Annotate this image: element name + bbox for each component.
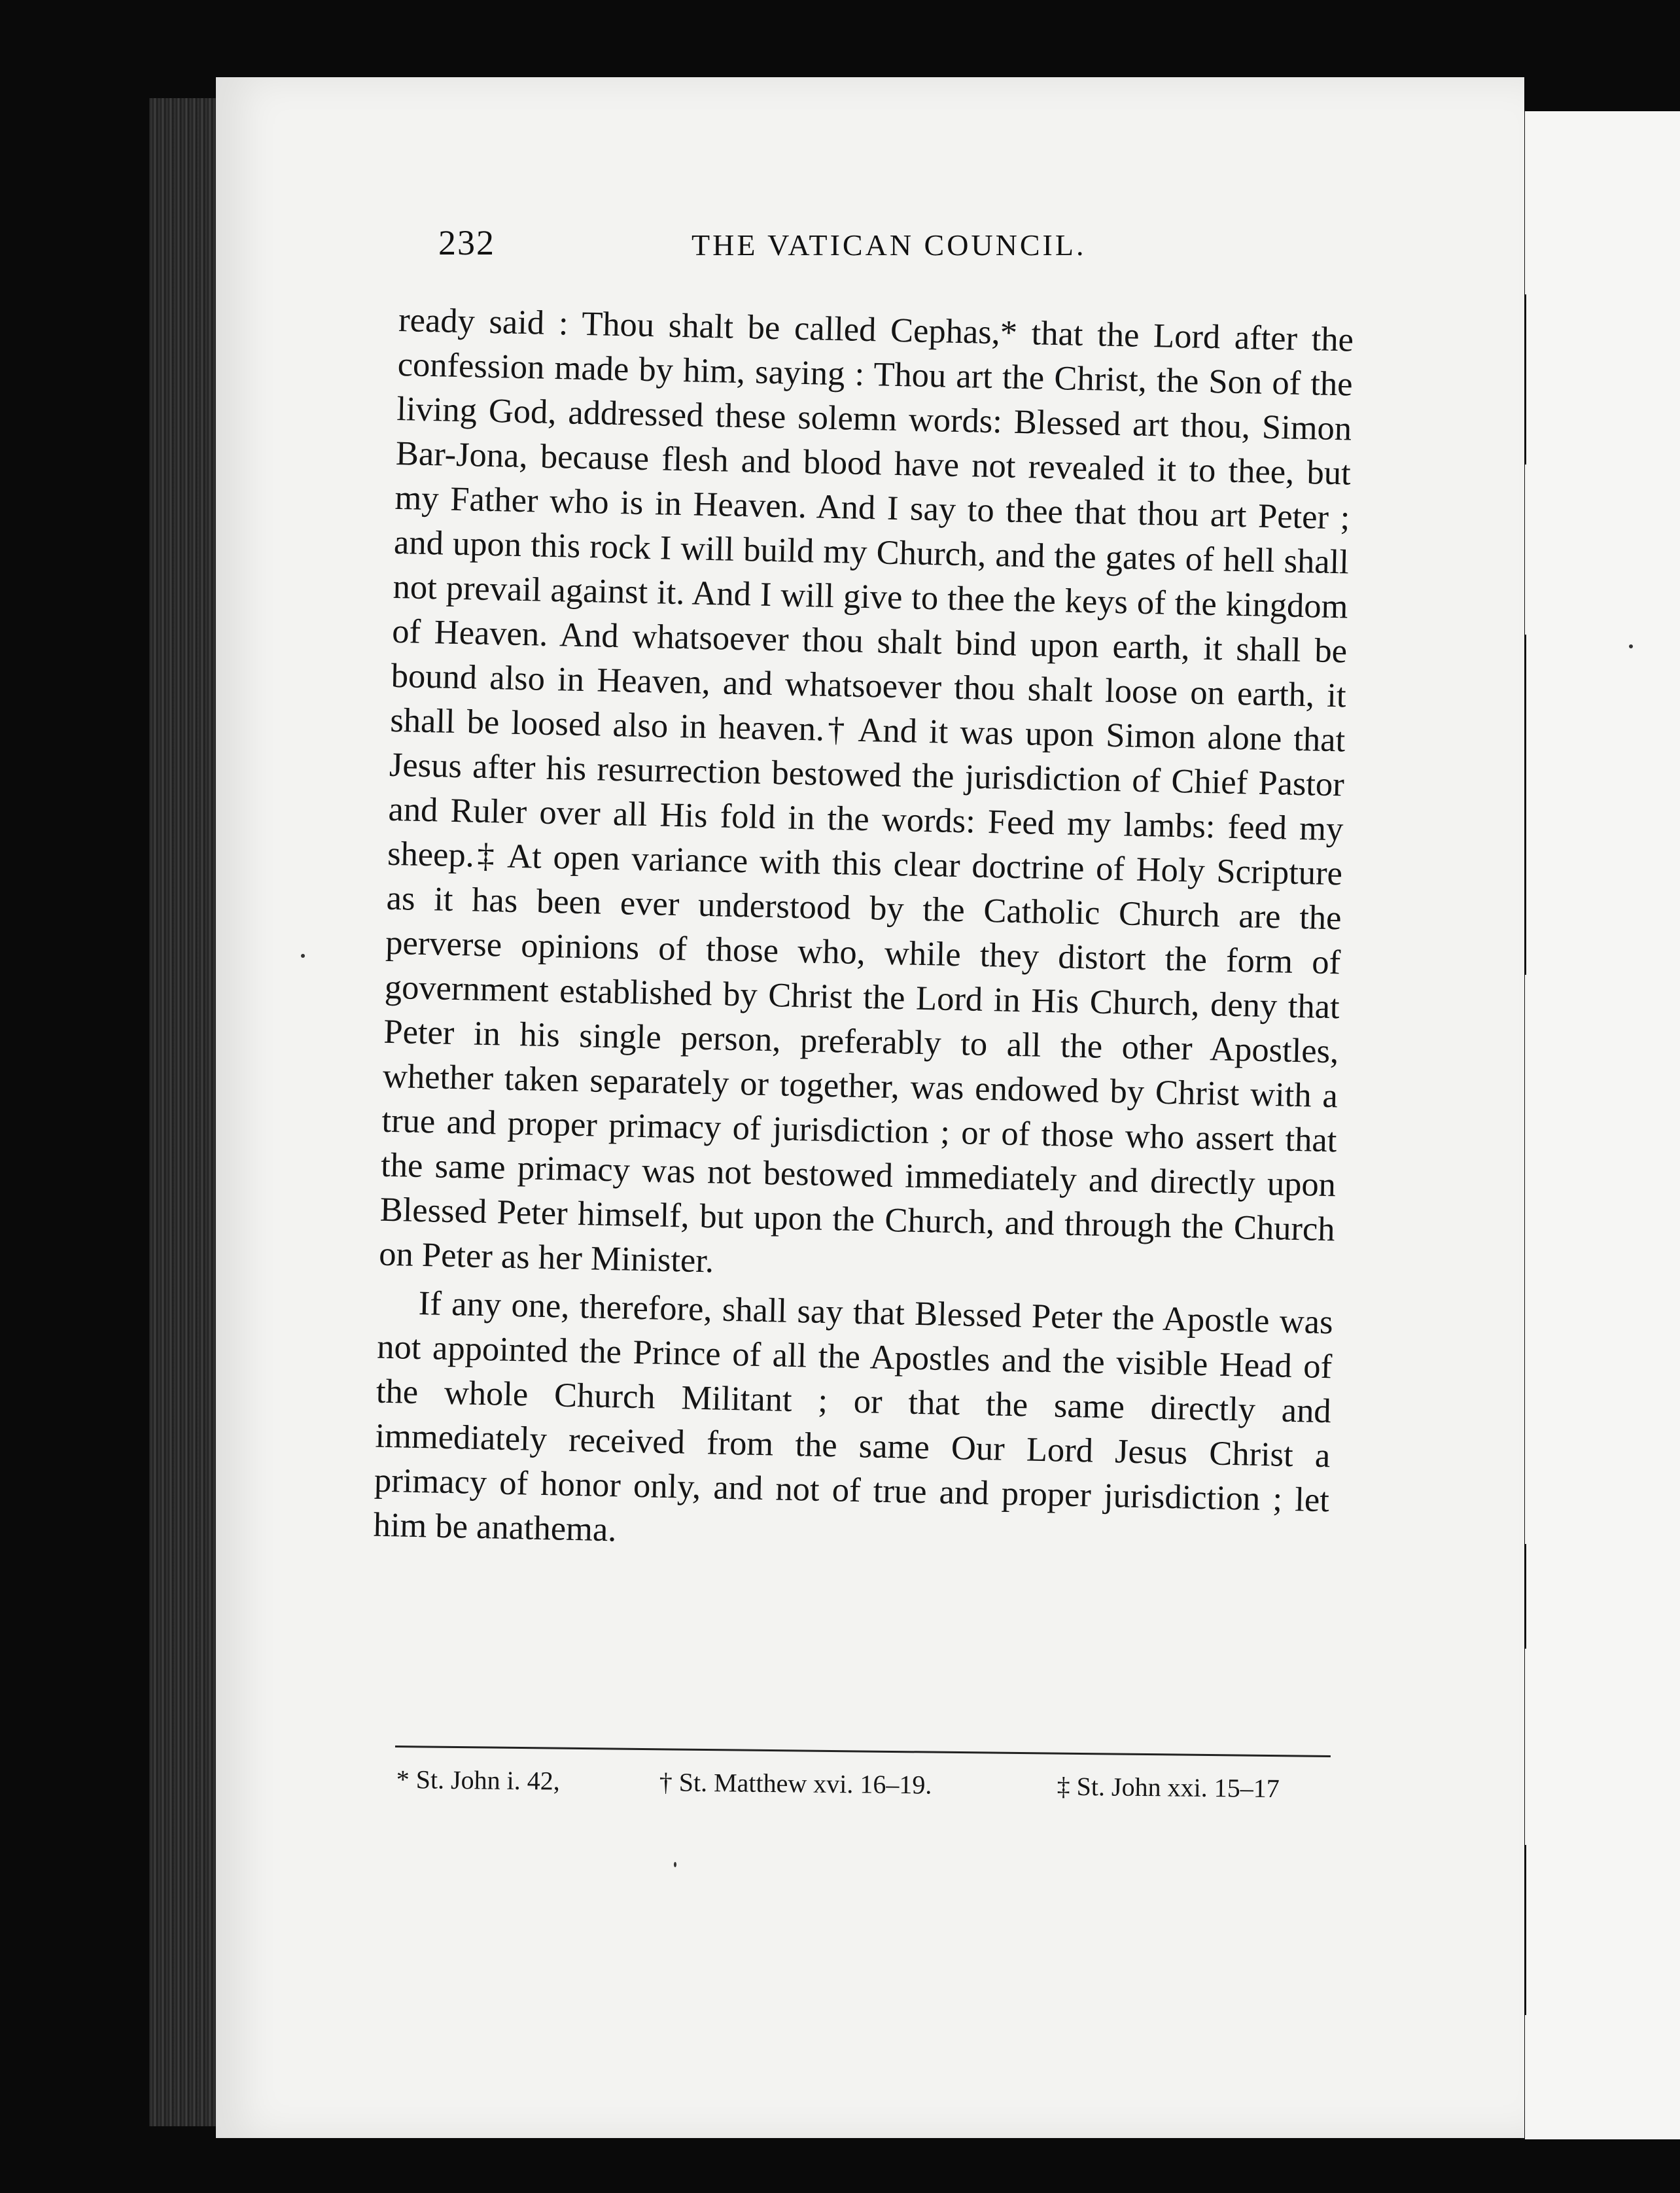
page-speck bbox=[674, 1862, 676, 1867]
body-text bbox=[373, 298, 1354, 1567]
page-number: 232 bbox=[438, 223, 495, 262]
page-speck bbox=[1629, 644, 1633, 648]
footnote-2: † St. Matthew xvi. 16–19. bbox=[659, 1767, 932, 1800]
facing-page-edge bbox=[1521, 111, 1680, 2139]
running-head: THE VATICAN COUNCIL. bbox=[691, 228, 1087, 262]
paragraph-1: ready said : Thou shalt be called Cephas,* that the Lord after the confession made by him, saying : Thou art the Christ, the Son of the living God, addressed these solemn words: Blessed art thou, Simon Bar-Jona, because flesh and blood have not revealed it to thee, but my Father who is in Heaven. And I say to thee that thou art Peter ; and upon this rock I will build my Church, and the gates of hell shall not prevail against it. And I will give to thee the keys of the kingdom of Heaven. And whatsoever thou shalt bind upon earth, it shall be bound also in Heaven, and whatsoever thou shalt loose on earth, it shall be loosed also in heaven.† And it was upon Simon alone that Jesus after his resurrection bestowed the jurisdiction of Chief Pastor and Ruler over all His fold in the words: Feed my lambs: feed my sheep.‡ At open variance with this clear doctrine of Holy Scripture as it has been ever understood by the Catholic Church are the perverse opinions of those who, while they distort the form of government established by Christ the Lord in His Church, deny that Peter in his single person, preferably to all the other Apostles, whether taken separately or together, was endowed by Christ with a true and proper primacy of jurisdiction ; or of those who assert that the same primacy was not bestowed immediately and directly upon Blessed Peter himself, but upon the Church, and through the Church on Peter as her Minister. bbox=[378, 300, 1354, 1280]
footnote-3: ‡ St. John xxi. 15–17 bbox=[1057, 1771, 1280, 1804]
page-speck bbox=[301, 954, 305, 958]
paragraph-2: If any one, therefore, shall say that Blessed Peter the Apostle was not appointed the Prince of all the Apostles and the visible Head of the whole Church Militant ; or that the same directly and immediately received from the same Our Lord Jesus Christ a primacy of honor only, and not of true and proper jurisdiction ; let him be anathema. bbox=[373, 1284, 1334, 1549]
page-header bbox=[438, 222, 1178, 281]
footnote-1: * St. John i. 42, bbox=[396, 1764, 561, 1796]
